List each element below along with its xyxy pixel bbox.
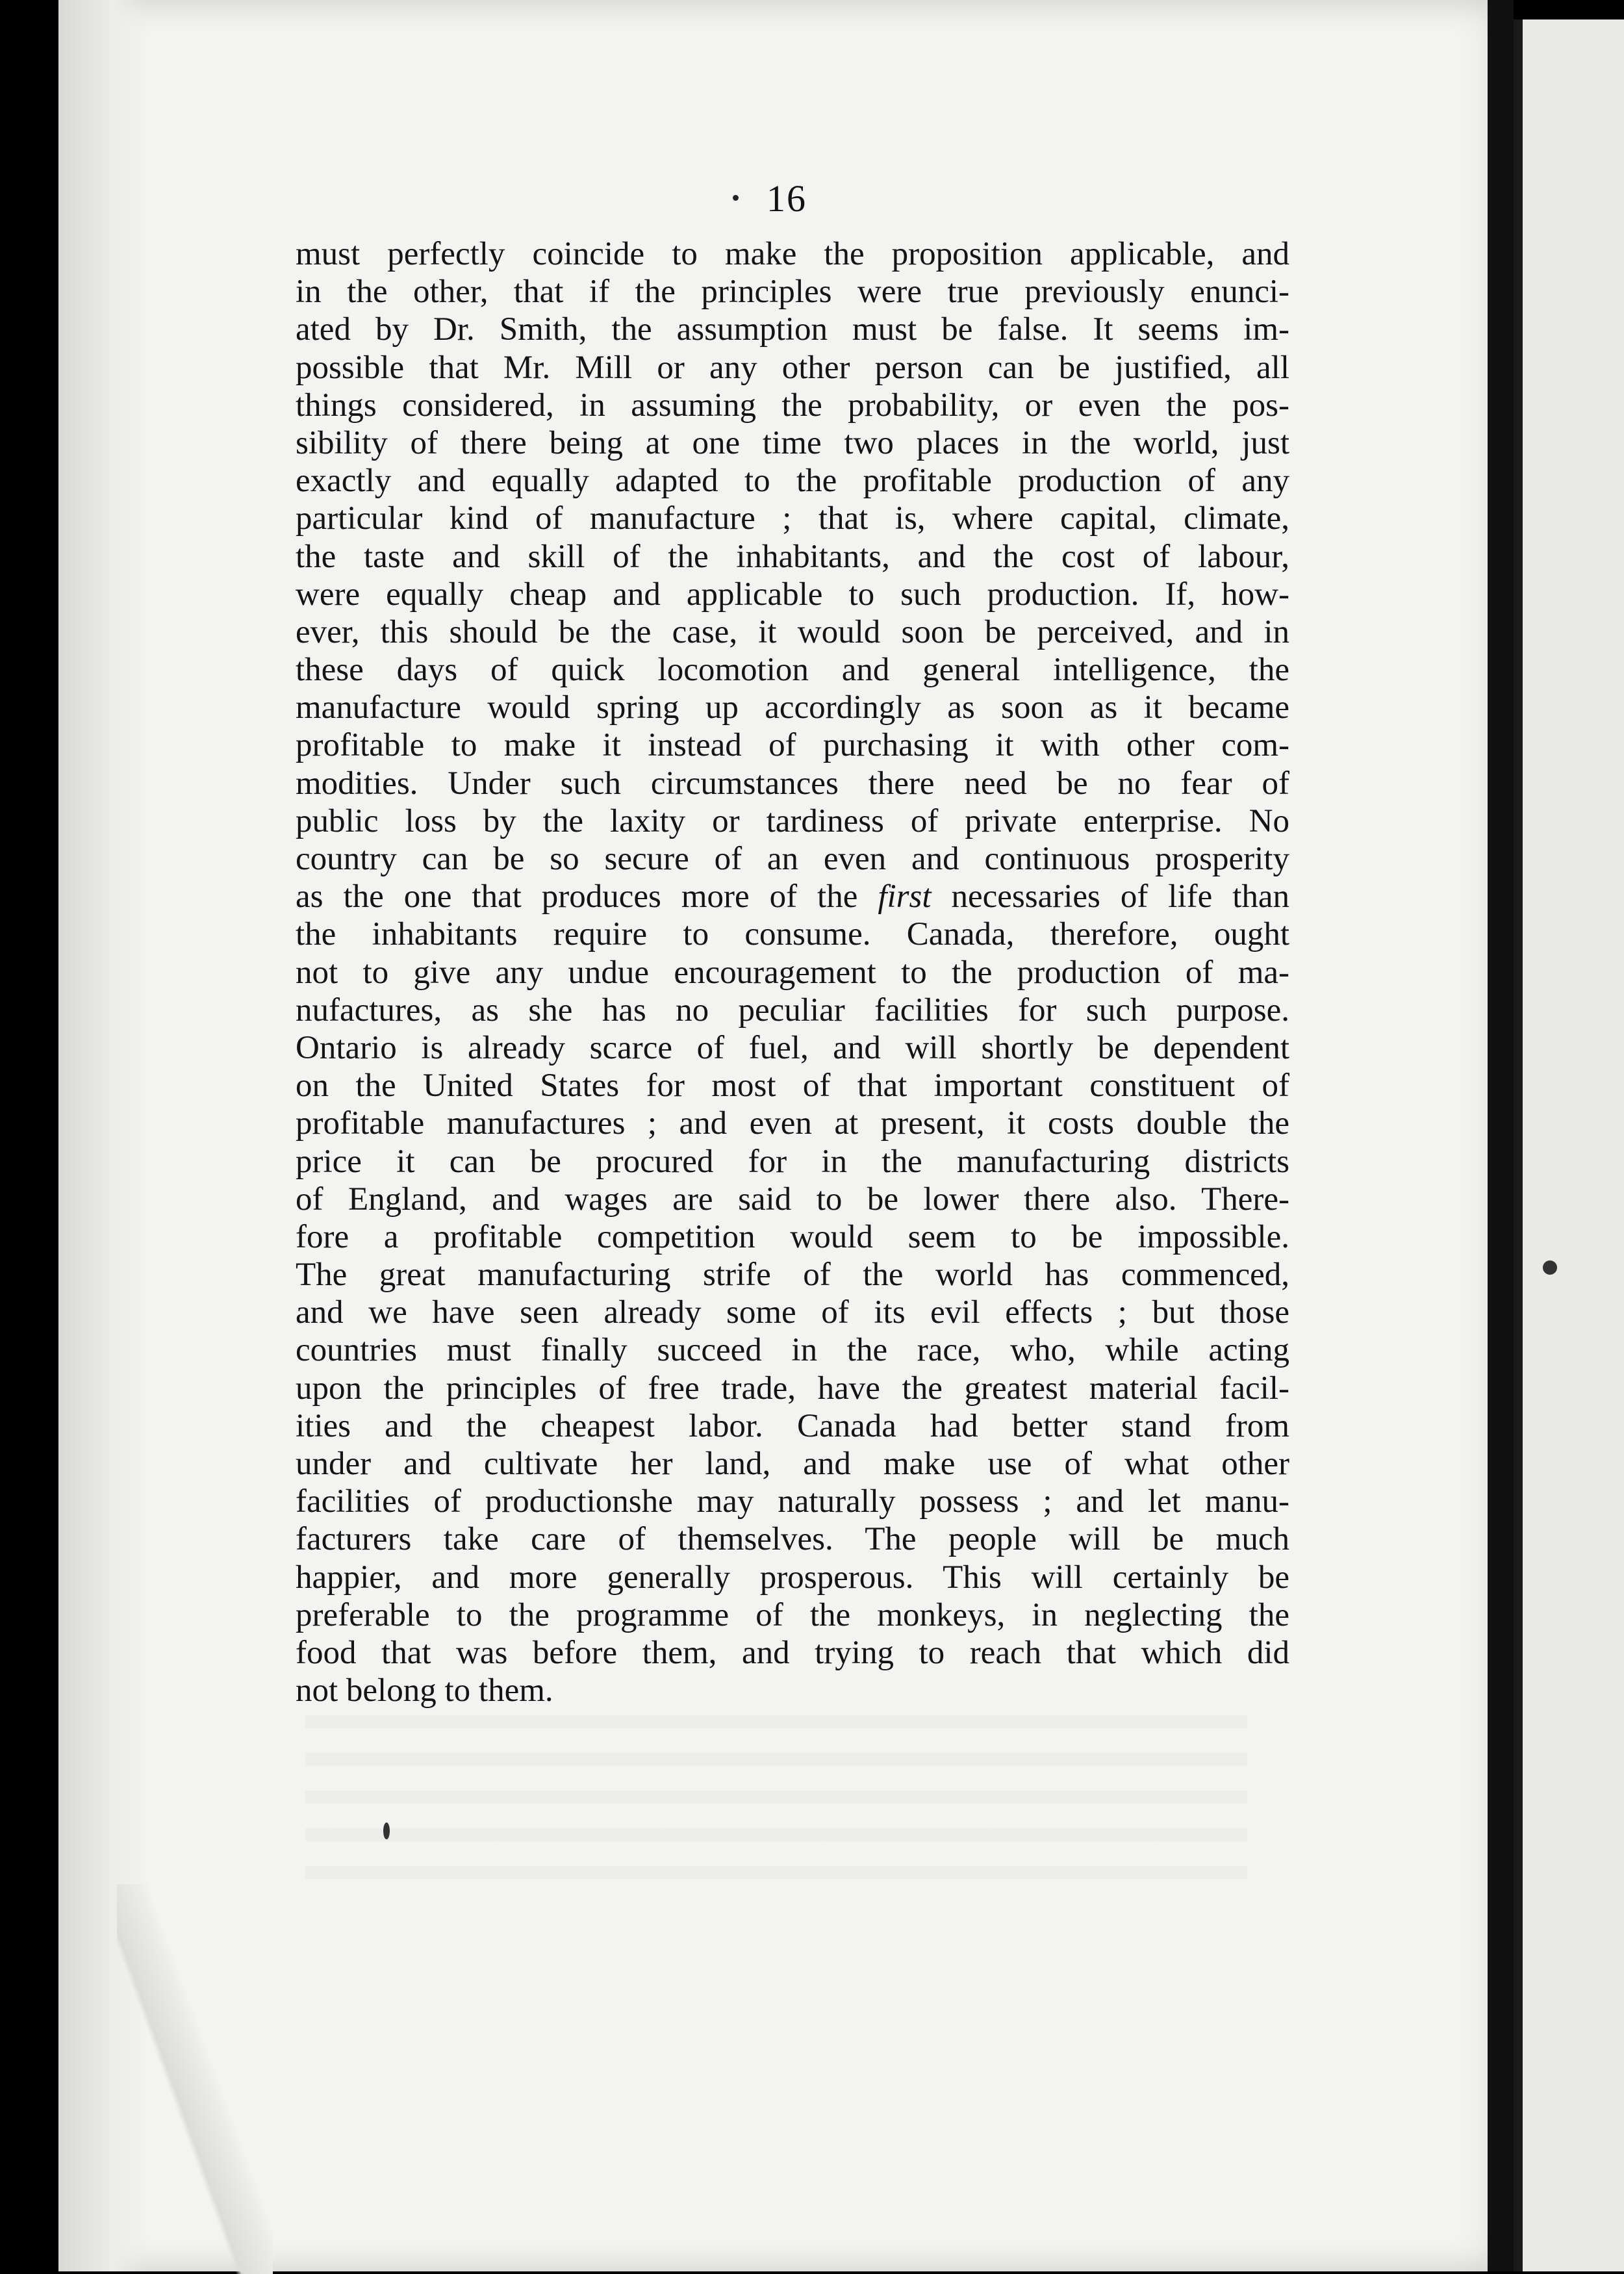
text-line: of England, and wages are said to be lower there also. There- (296, 1181, 1289, 1218)
text-line: on the United States for most of that important constituent of (296, 1067, 1289, 1105)
text-line: ever, this should be the case, it would soon be perceived, and in (296, 613, 1289, 650)
text-line: preferable to the programme of the monkeys, in neglecting the (296, 1596, 1289, 1633)
show-through-text (305, 1715, 1247, 1884)
text-run: necessaries of life than (931, 878, 1289, 915)
text-line: ities and the cheapest labor. Canada had better stand from (296, 1407, 1289, 1444)
text-line: sibility of there being at one time two places in the world, just (296, 424, 1289, 461)
ink-smudge (383, 1822, 390, 1839)
text-line-with-italic (296, 878, 1289, 915)
text-line: exactly and equally adapted to the profitable production of any (296, 463, 1289, 500)
text-run: as the one that produces more of the (296, 878, 878, 915)
ink-dot (733, 195, 739, 201)
text-line: were equally cheap and applicable to such production. If, how- (296, 576, 1289, 613)
text-line: not to give any undue encouragement to the production of ma- (296, 954, 1289, 991)
page-corner-crease (117, 1884, 273, 2274)
text-line: Ontario is already scarce of fuel, and will shortly be dependent (296, 1029, 1289, 1066)
text-line: these days of quick locomotion and general intelligence, the (296, 652, 1289, 689)
book-gutter (1488, 0, 1514, 2271)
text-line: in the other, that if the principles were true previously enunci- (296, 274, 1289, 311)
text-line: manufacture would spring up accordingly as soon as it became (296, 689, 1289, 726)
text-line: particular kind of manufacture ; that is, where capital, climate, (296, 500, 1289, 537)
text-line: possible that Mr. Mill or any other person can be justified, all (296, 349, 1289, 386)
text-line: and we have seen already some of its evil effects ; but those (296, 1294, 1289, 1331)
text-line: not belong to them. (296, 1672, 553, 1709)
text-line: profitable manufactures ; and even at present, it costs double the (296, 1105, 1289, 1142)
adjacent-page-edge (1514, 19, 1624, 2271)
text-line: must perfectly coincide to make the proposition applicable, and (296, 236, 1289, 272)
text-line: the inhabitants require to consume. Canada, therefore, ought (296, 916, 1289, 953)
text-line: under and cultivate her land, and make use of what other (296, 1446, 1289, 1482)
body-text (296, 235, 1289, 1709)
text-line: price it can be procured for in the manufacturing districts (296, 1143, 1289, 1180)
text-line: food that was before them, and trying to reach that which did (296, 1634, 1289, 1671)
text-line: fore a profitable competition would seem to be impossible. (296, 1218, 1289, 1255)
text-line: The great manufacturing strife of the world has commenced, (296, 1257, 1289, 1294)
text-line: upon the principles of free trade, have the greatest material facil- (296, 1370, 1289, 1407)
text-line: facturers take care of themselves. The people will be much (296, 1521, 1289, 1558)
text-line: profitable to make it instead of purchasing it with other com- (296, 727, 1289, 764)
text-line: the taste and skill of the inhabitants, and the cost of labour, (296, 538, 1289, 575)
text-line: country can be so secure of an even and continuous prosperity (296, 841, 1289, 877)
text-line: ated by Dr. Smith, the assumption must be false. It seems im- (296, 311, 1289, 348)
ink-smudge (1543, 1260, 1557, 1275)
text-line: public loss by the laxity or tardiness of private enterprise. No (296, 802, 1289, 839)
text-line: happier, and more generally prosperous. This will certainly be (296, 1559, 1289, 1596)
text-line: nufactures, as she has no peculiar facilities for such purpose. (296, 991, 1289, 1028)
page-number: 16 (767, 177, 807, 220)
text-line: countries must finally succeed in the race, who, while acting (296, 1332, 1289, 1369)
text-line: modities. Under such circumstances there need be no fear of (296, 765, 1289, 802)
text-line: things considered, in assuming the probability, or even the pos- (296, 387, 1289, 424)
text-line: facilities of productionshe may naturally possess ; and let manu- (296, 1483, 1289, 1520)
italic-word: first (878, 878, 932, 915)
